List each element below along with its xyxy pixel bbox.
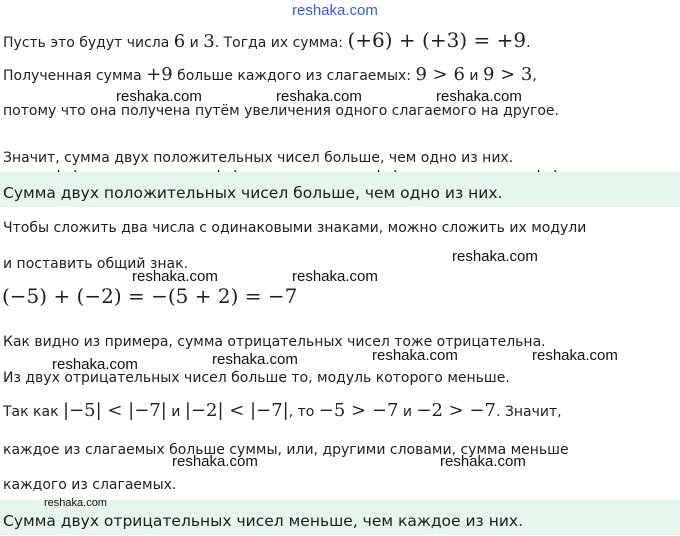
- watermark: reshaka.com: [372, 347, 458, 364]
- text-segment: больше каждого из слагаемых:: [177, 68, 412, 84]
- text-segment: и: [189, 35, 199, 51]
- watermark: reshaka.com: [172, 453, 258, 470]
- watermark-small: reshaka.com: [44, 497, 107, 509]
- math-abs-inequality-1: |−5| < |−7|: [62, 400, 167, 421]
- text-segment: Так как: [3, 404, 59, 420]
- watermark: reshaka.com: [452, 248, 538, 265]
- text-segment: , то: [288, 404, 315, 420]
- math-number-3: 3: [203, 31, 215, 52]
- math-number-6: 6: [173, 31, 186, 52]
- math-inequality-4: −2 > −7: [416, 400, 496, 421]
- watermark: reshaka.com: [52, 356, 138, 373]
- watermark: reshaka.com: [132, 268, 218, 285]
- text-segment: и: [171, 404, 181, 420]
- paragraph-line-2: [3, 66, 537, 85]
- paragraph-line-12: каждое из слагаемых больше суммы, или, другими словами, сумма меньше: [3, 442, 569, 458]
- math-abs-inequality-2: |−2| < |−7|: [184, 400, 289, 421]
- text-segment: .: [526, 35, 531, 51]
- text-segment: . Тогда их сумма:: [214, 35, 344, 51]
- watermark: reshaka.com: [212, 351, 298, 368]
- paragraph-line-1: [3, 28, 531, 52]
- watermark: reshaka.com: [116, 88, 202, 105]
- highlight-rule-2: Сумма двух отрицательных чисел меньше, чем каждое из них.: [3, 512, 524, 530]
- paragraph-line-4: Значит, сумма двух положительных чисел больше, чем одно из них.: [3, 150, 514, 166]
- highlight-rule-1: Сумма двух положительных чисел больше, чем одно из них.: [3, 184, 503, 202]
- text-segment: и: [469, 68, 479, 84]
- paragraph-line-11: [3, 402, 562, 421]
- text-segment: ,: [532, 68, 537, 84]
- watermark: reshaka.com: [276, 88, 362, 105]
- text-segment: . Значит,: [496, 404, 562, 420]
- watermark: reshaka.com: [532, 347, 618, 364]
- watermark: reshaka.com: [440, 453, 526, 470]
- watermark: reshaka.com: [292, 268, 378, 285]
- watermark: reshaka.com: [436, 88, 522, 105]
- text-segment: и: [402, 404, 412, 420]
- math-inequality-3: −5 > −7: [318, 400, 399, 421]
- paragraph-line-7: и поставить общий знак.: [3, 256, 189, 272]
- watermark-top: reshaka.com: [292, 2, 378, 19]
- math-sum-expression: (+6) + (+3) = +9: [347, 28, 527, 52]
- text-segment: Полученная сумма: [3, 68, 142, 84]
- paragraph-line-3: потому что она получена путём увеличения одного слагаемого на другое.: [3, 103, 559, 119]
- math-inequality-2: 9 > 3: [482, 64, 533, 85]
- paragraph-line-10: Из двух отрицательных чисел больше то, модуль которого меньше.: [3, 370, 510, 386]
- paragraph-line-9: Как видно из примера, сумма отрицательных чисел тоже отрицательна.: [3, 334, 546, 350]
- math-sum-value: +9: [146, 64, 173, 85]
- paragraph-line-6: Чтобы сложить два числа с одинаковыми знаками, можно сложить их модули: [3, 220, 587, 236]
- math-example-negative-sum: (−5) + (−2) = −(5 + 2) = −7: [2, 284, 298, 308]
- text-segment: Пусть это будут числа: [3, 35, 170, 51]
- paragraph-line-13: каждого из слагаемых.: [3, 477, 177, 493]
- math-inequality-1: 9 > 6: [415, 64, 465, 85]
